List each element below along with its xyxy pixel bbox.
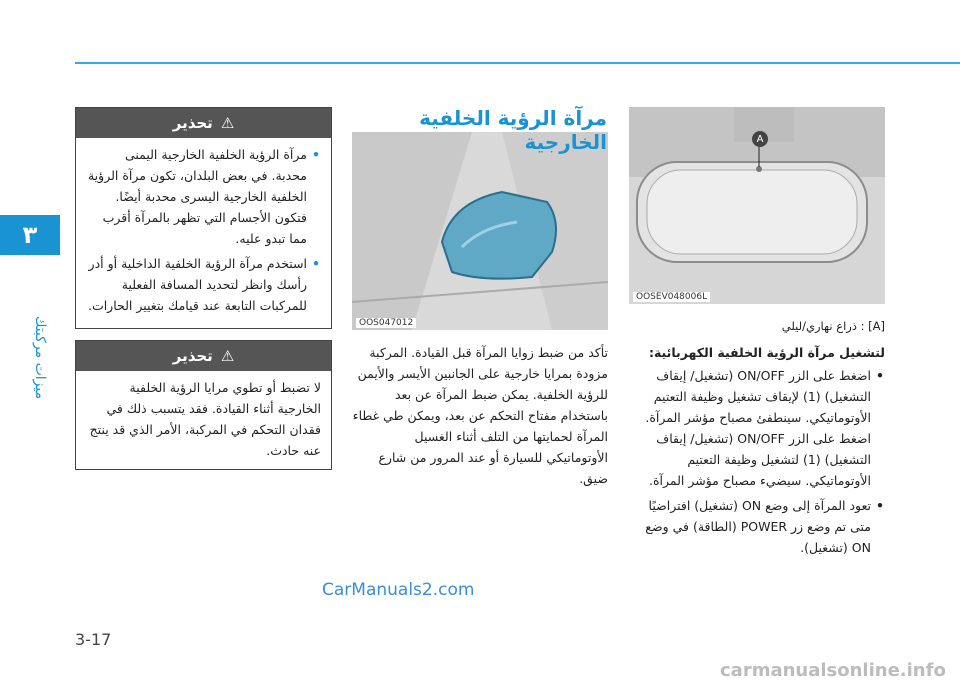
warning-header [76, 108, 331, 138]
photo-code: OOSEV048006L [633, 292, 710, 302]
warning-text: لا تضبط أو تطوي مرايا الرؤية الخلفية الخارجية أثناء القيادة. فقد يتسبب ذلك في فقدان التحكم في المركبة، الأمر الذي قد ينتج عنه حادث. [89, 380, 321, 458]
exterior-mirror-paragraph: تأكد من ضبط زوايا المرآة قبل القيادة. المركبة مزودة بمرايا خارجية على الجانبين الأيسر والأيمن للرؤية الخلفية. يمكن ضبط المرآة عن بعد باستخدام مفتاح التحكم عن بعد، ويمكن طي غطاء المرآة لحمايتها من التلف أثناء الغسيل الأوتوماتيكي للسيارة أو عند المرور من شارع ضيق. [352, 345, 608, 486]
header-rule [75, 62, 960, 64]
warning-icon: ⚠ [220, 347, 235, 365]
watermark-link[interactable]: CarManuals2.com [322, 580, 475, 600]
warning-label: تحذير [172, 114, 213, 132]
warning-list [86, 144, 321, 316]
photo-code: OOS047012 [356, 318, 416, 328]
section-heading: مرآة الرؤية الخلفية الخارجية [419, 106, 607, 154]
warning-icon: ⚠ [220, 114, 235, 132]
watermark-footer: carmanualsonline.info [720, 660, 946, 681]
right-column-title: لتشغيل مرآة الرؤية الخلفية الكهربائية: [648, 345, 885, 360]
warning-header [76, 341, 331, 371]
side-mirror-illustration [352, 132, 608, 330]
right-column [629, 342, 885, 562]
side-mirror-photo [352, 132, 608, 330]
list-item: • استخدم مرآة الرؤية الخلفية الداخلية أو أدر رأسك وانظر لتحديد المسافة الفعلية للمركبات التابعة عند قيامك بتغيير الحارات. [86, 253, 307, 316]
warning-box [75, 107, 332, 329]
warning-label: تحذير [172, 347, 213, 365]
rearview-mirror-photo [629, 107, 885, 304]
side-chapter-label: ميزات مركبتك [32, 316, 48, 400]
page-number: 3-17 [75, 630, 112, 649]
mirror-caption: [A] : ذراع نهاري/ليلي [781, 319, 885, 333]
callout-a: A [752, 131, 768, 147]
list-item: • اضغط على الزر ON/OFF (تشغيل/ إيقاف التشغيل) (1) لإيقاف تشغيل وظيفة التعتيم الأوتوماتيكي. سينطفئ مصباح مؤشر المرآة. اضغط على الزر ON/OFF (تشغيل/ إيقاف التشغيل) (1) لتشغيل وظيفة التعتيم الأوتوماتيكي. سيضيء مصباح مؤشر المرآة. [629, 365, 871, 491]
list-item: • مرآة الرؤية الخلفية الخارجية اليمنى محدبة. في بعض البلدان، تكون مرآة الرؤية الخلفية الخارجية اليسرى محدبة أيضًا. فتكون الأجسام التي تظهر بالمرآة أقرب مما تبدو عليه. [86, 144, 307, 249]
right-column-list [629, 365, 885, 558]
warning-box [75, 340, 332, 470]
section-tab: ٣ [0, 215, 60, 255]
list-item: • تعود المرآة إلى وضع ON (تشغيل) افتراضيًا متى تم وضع زر POWER (الطاقة) في وضع ON (تشغيل). [629, 495, 871, 558]
